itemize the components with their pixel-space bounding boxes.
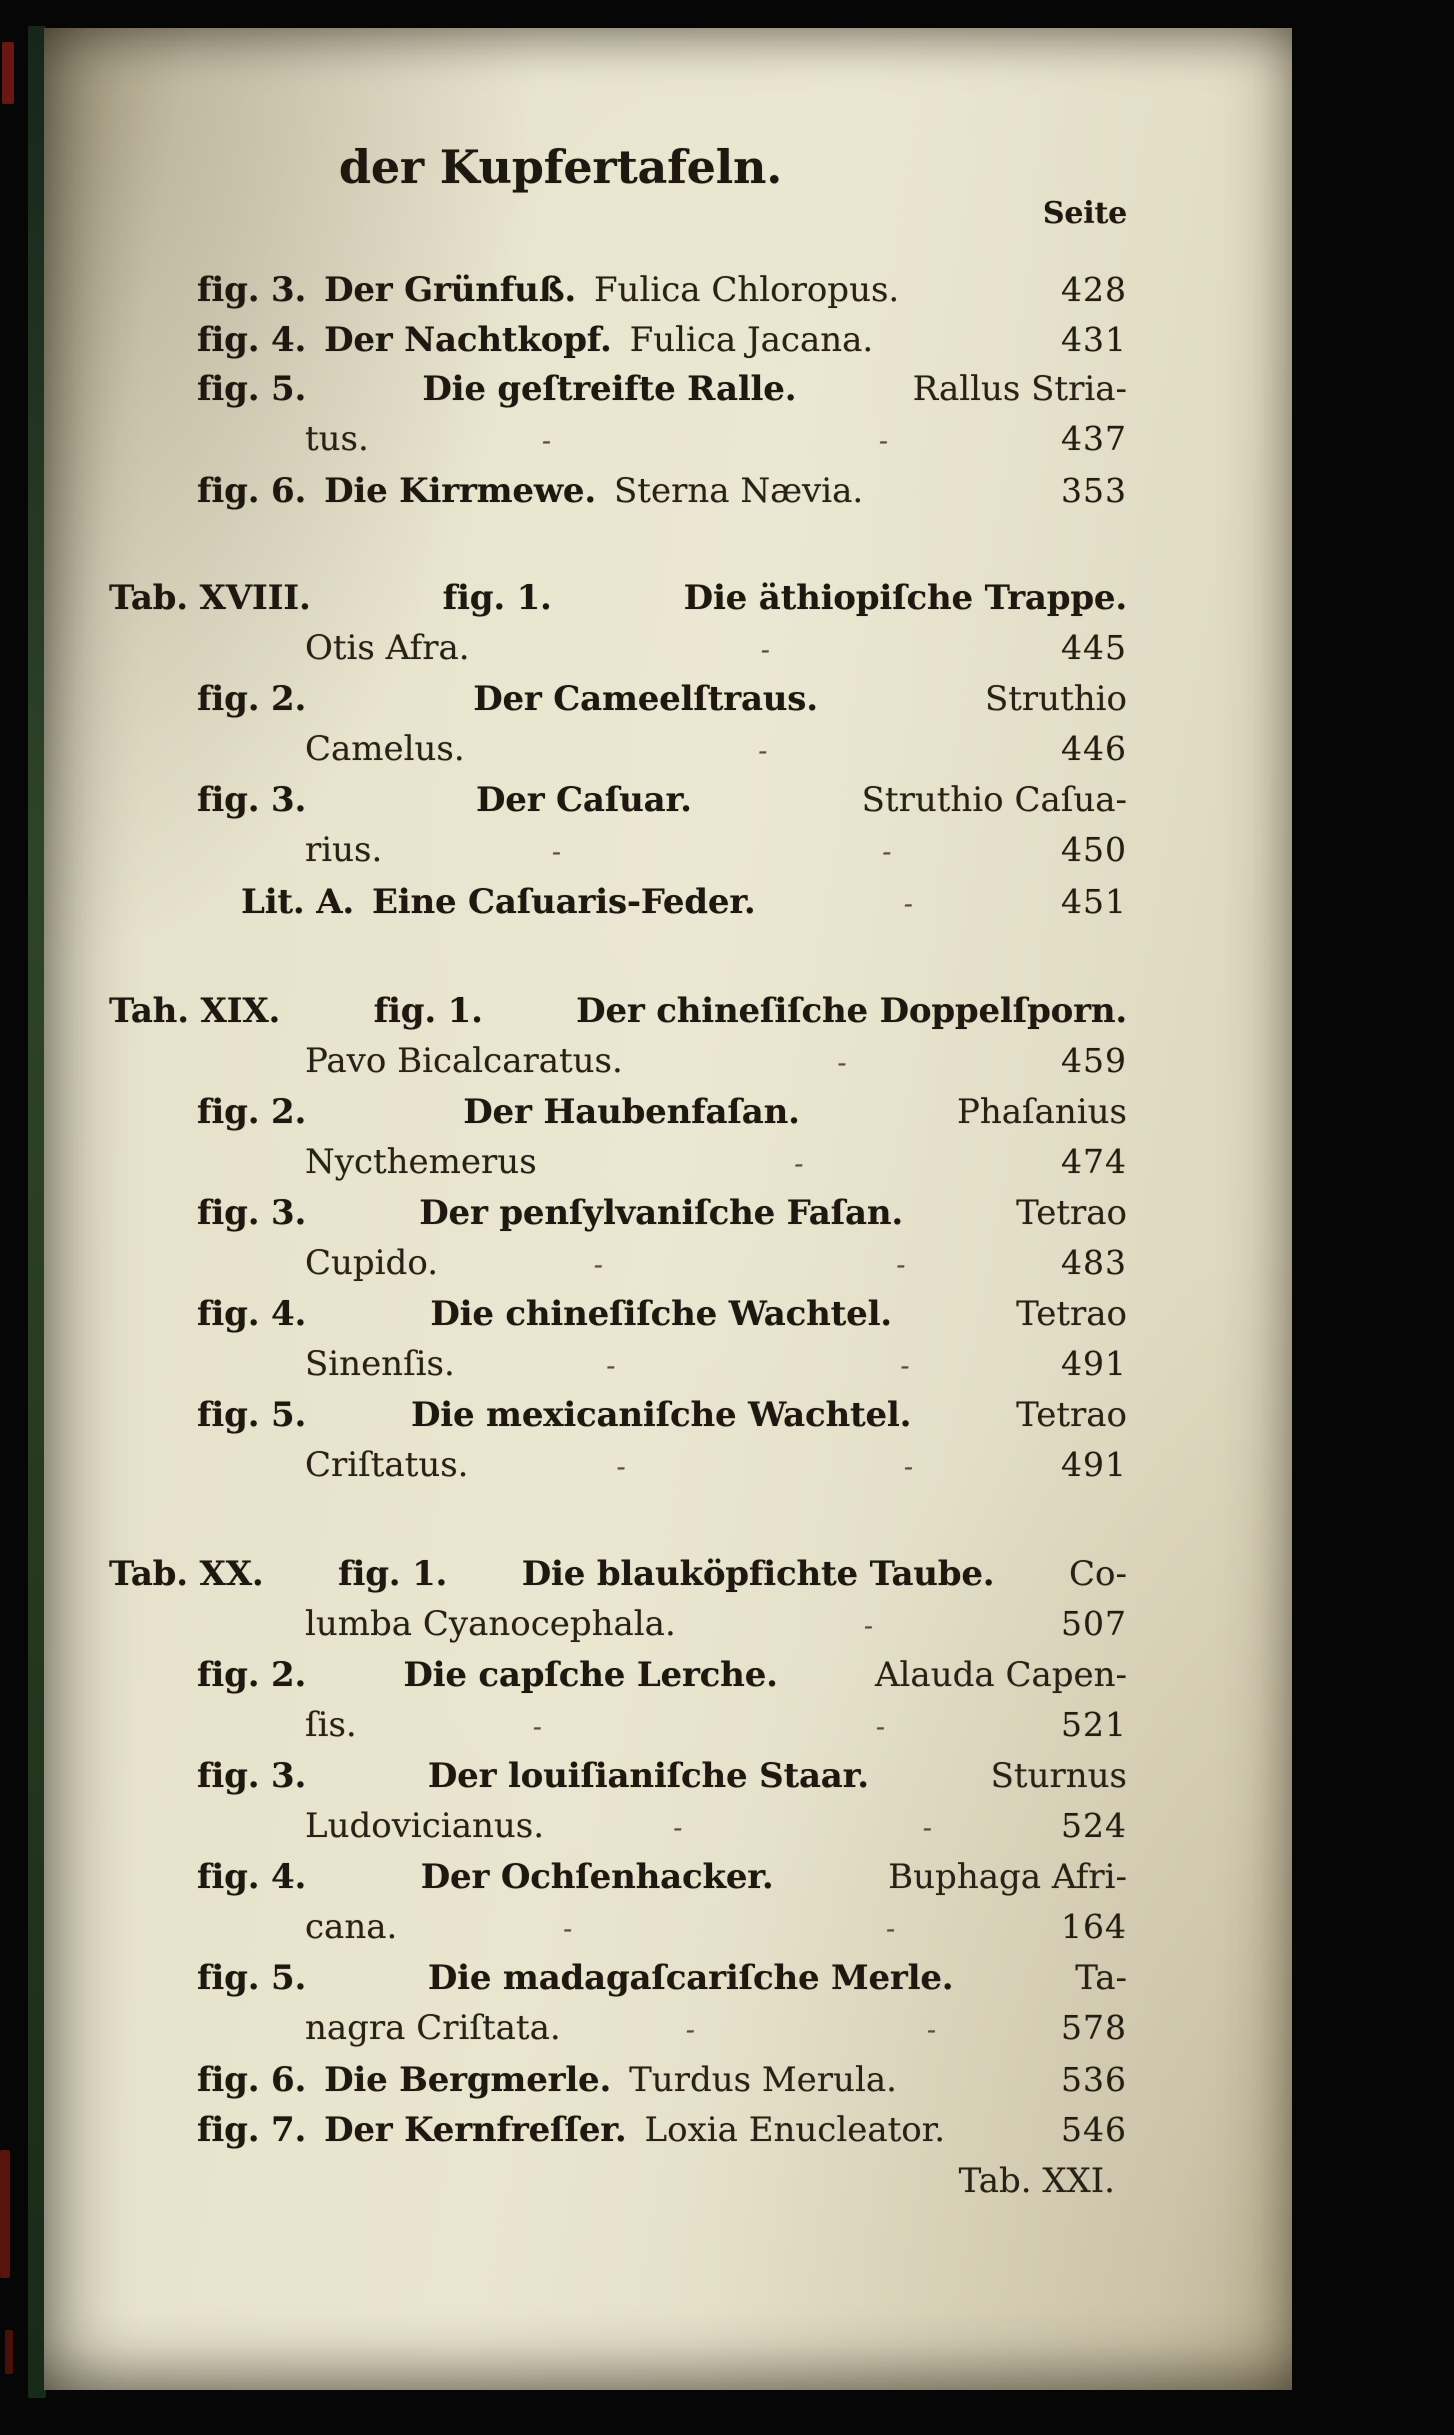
entry-line [109, 877, 1127, 929]
tab-label: Tab. XVIII. [109, 578, 311, 618]
entry-line [109, 1189, 1127, 1238]
german-name: Der Kernfreſſer. [324, 2110, 627, 2150]
german-name: Die Kirrmewe. [324, 471, 597, 511]
entry-line [109, 1752, 1127, 1801]
fig-label: Lit. A. [241, 882, 355, 922]
latin-name: Rallus Stria- [912, 369, 1127, 409]
entry-line [109, 675, 1127, 724]
fig-label: fig. 5. [197, 1958, 307, 1998]
separator-mark: - [886, 1914, 896, 1945]
german-name: Die madagaſcariſche Merle. [427, 1958, 954, 1998]
german-name: Der chineſiſche Doppelſporn. [576, 991, 1127, 1031]
entry-line [109, 1290, 1127, 1339]
scan-artifact [5, 2330, 13, 2374]
separator-mark: - [760, 635, 770, 666]
separator-mark: - [551, 837, 562, 868]
latin-name: cana. [305, 1907, 398, 1947]
entry-block [109, 987, 1127, 1492]
entry-line [109, 724, 1127, 776]
german-name: Der Grünfuß. [324, 270, 576, 310]
page-number: 459 [1061, 1041, 1127, 1080]
separator-mark: - [685, 2015, 695, 2046]
entry-line [109, 987, 1127, 1036]
entry-line [109, 1651, 1127, 1700]
fig-label: fig. 3. [197, 1193, 307, 1233]
page-number: 353 [1061, 471, 1127, 510]
page-number: 437 [1061, 419, 1128, 458]
separator-mark: - [882, 837, 892, 868]
german-name: Die Bergmerle. [324, 2060, 612, 2100]
entry-line [109, 1137, 1127, 1189]
entry-line [109, 776, 1127, 825]
german-name: Die capſche Lerche. [403, 1655, 778, 1695]
entry-line [109, 414, 1127, 466]
fig-label: fig. 4. [197, 320, 307, 360]
german-name: Der Caſuar. [475, 780, 692, 820]
latin-name: Cupido. [305, 1243, 438, 1283]
page-number: 483 [1061, 1243, 1127, 1282]
entry-line [109, 1550, 1127, 1599]
separator-mark: - [606, 1351, 616, 1382]
separator-mark: - [758, 736, 768, 767]
entry-line [109, 1954, 1127, 2003]
separator-mark: - [541, 426, 551, 457]
page-column-label: Seite [1042, 196, 1127, 231]
entry-line [109, 1391, 1127, 1440]
latin-name: rius. [305, 830, 383, 870]
page-number: 450 [1061, 830, 1127, 869]
entries [109, 265, 1127, 2155]
latin-name: Fulica Jacana. [629, 320, 874, 360]
page-number: 507 [1061, 1604, 1127, 1643]
german-name: Die chineſiſche Wachtel. [430, 1294, 892, 1334]
entry-line [109, 1088, 1127, 1137]
entry-line [109, 466, 1127, 516]
latin-name: Sterna Nævia. [614, 471, 864, 511]
page-number: 451 [1061, 882, 1127, 921]
german-name: Die äthiopiſche Trappe. [683, 578, 1127, 618]
german-name: Der Cameelſtraus. [473, 679, 818, 719]
entry-block [109, 574, 1127, 929]
fig-label: fig. 5. [197, 1395, 307, 1435]
latin-name: Alauda Capen- [875, 1655, 1127, 1695]
separator-mark: - [900, 1351, 910, 1382]
latin-name: Camelus. [305, 729, 465, 769]
german-name: Die blauköpfichte Taube. [521, 1554, 995, 1594]
scanned-book-page [44, 28, 1292, 2390]
latin-name: lumba Cyanocephala. [305, 1604, 676, 1644]
catchword: Tab. XXI. [958, 2161, 1115, 2201]
scan-artifact [2, 42, 14, 104]
entry-line [109, 365, 1127, 414]
latin-name: Tetrao [1016, 1395, 1127, 1435]
latin-name: Sinenſis. [305, 1344, 455, 1384]
entry-line [109, 1902, 1127, 1954]
tab-label: Tab. XX. [109, 1554, 264, 1594]
latin-name: Otis Afra. [305, 628, 470, 668]
german-name: Die geſtreifte Ralle. [422, 369, 797, 409]
entry-line [109, 1853, 1127, 1902]
page-number: 546 [1061, 2110, 1127, 2149]
separator-mark: - [837, 1048, 847, 1079]
fig-label: fig. 4. [197, 1294, 307, 1334]
separator-mark: - [903, 889, 913, 920]
fig-label: fig. 2. [197, 1092, 307, 1132]
page-number: 431 [1061, 320, 1127, 359]
latin-name: Nycthemerus [305, 1142, 537, 1182]
seite-row [109, 196, 1127, 231]
page-content [44, 28, 1292, 2201]
entry-line [109, 1440, 1127, 1492]
page-number: 521 [1061, 1705, 1127, 1744]
latin-name: ſis. [305, 1705, 357, 1745]
latin-name: tus. [305, 419, 369, 459]
latin-name: Ludovicianus. [305, 1806, 545, 1846]
separator-mark: - [875, 1712, 885, 1743]
fig-label: fig. 1. [442, 578, 552, 618]
page-number: 578 [1061, 2008, 1128, 2047]
entry-block [109, 265, 1127, 516]
entry-line [109, 1599, 1127, 1651]
page-title: der Kupfertafeln. [338, 140, 783, 194]
page-number: 491 [1061, 1344, 1128, 1383]
german-name: Eine Caſuaris-Feder. [372, 882, 756, 922]
scan-artifact [0, 2150, 10, 2278]
separator-mark: - [673, 1813, 683, 1844]
entry-line [109, 315, 1127, 365]
german-name: Der Ochſenhacker. [420, 1857, 774, 1897]
separator-mark: - [863, 1611, 873, 1642]
fig-label: fig. 3. [197, 270, 307, 310]
separator-mark: - [878, 426, 889, 457]
page-number: 491 [1061, 1445, 1128, 1484]
fig-label: fig. 5. [197, 369, 307, 409]
page-number: 536 [1061, 2060, 1127, 2099]
fig-label: fig. 2. [197, 679, 307, 719]
entry-line [109, 265, 1127, 315]
page-number: 474 [1061, 1142, 1127, 1181]
latin-name: Struthio Caſua- [861, 780, 1127, 820]
separator-mark: - [563, 1914, 573, 1945]
fig-label: fig. 7. [197, 2110, 307, 2150]
latin-name: Turdus Merula. [629, 2060, 897, 2100]
entry-line [109, 2105, 1127, 2155]
fig-label: fig. 6. [197, 2060, 307, 2100]
entry-line [109, 1238, 1127, 1290]
entry-line [109, 1036, 1127, 1088]
german-name: Der louiſianiſche Staar. [427, 1756, 869, 1796]
entry-line [109, 1339, 1127, 1391]
entry-line [109, 825, 1127, 877]
latin-name: Tetrao [1016, 1193, 1127, 1233]
separator-mark: - [794, 1149, 804, 1180]
fig-label: fig. 4. [197, 1857, 307, 1897]
separator-mark: - [896, 1250, 906, 1281]
fig-label: fig. 1. [373, 991, 483, 1031]
separator-mark: - [532, 1712, 542, 1743]
latin-name: Pavo Bicalcaratus. [305, 1041, 623, 1081]
entry-line [109, 574, 1127, 623]
german-name: Der Haubenfaſan. [463, 1092, 800, 1132]
page-number: 524 [1061, 1806, 1127, 1845]
entry-line [109, 2003, 1127, 2055]
page-number: 445 [1061, 628, 1127, 667]
separator-mark: - [922, 1813, 932, 1844]
entry-line [109, 1801, 1127, 1853]
catchword-row [109, 2161, 1127, 2201]
latin-name: Loxia Enucleator. [644, 2110, 946, 2150]
latin-name: Ta- [1075, 1958, 1127, 1998]
latin-name: Co- [1069, 1554, 1127, 1594]
page-number: 164 [1061, 1907, 1128, 1946]
fig-label: fig. 6. [197, 471, 307, 511]
latin-name: Buphaga Afri- [888, 1857, 1127, 1897]
fig-label: fig. 2. [197, 1655, 307, 1695]
page-number: 428 [1061, 270, 1127, 309]
fig-label: fig. 3. [197, 780, 307, 820]
latin-name: Phaſanius [956, 1092, 1127, 1132]
entry-line [109, 623, 1127, 675]
entry-line [109, 2055, 1127, 2105]
fig-label: fig. 3. [197, 1756, 307, 1796]
latin-name: Struthio [984, 679, 1127, 719]
entry-block [109, 1550, 1127, 2155]
separator-mark: - [593, 1250, 603, 1281]
latin-name: Criſtatus. [305, 1445, 469, 1485]
fig-label: fig. 1. [338, 1554, 448, 1594]
separator-mark: - [903, 1452, 913, 1483]
latin-name: Sturnus [990, 1756, 1127, 1796]
german-name: Der Nachtkopf. [324, 320, 612, 360]
separator-mark: - [926, 2015, 936, 2046]
entry-line [109, 1700, 1127, 1752]
latin-name: Tetrao [1016, 1294, 1127, 1334]
latin-name: nagra Criſtata. [305, 2008, 561, 2048]
page-number: 446 [1061, 729, 1127, 768]
german-name: Die mexicaniſche Wachtel. [410, 1395, 912, 1435]
tab-label: Tah. XIX. [109, 991, 281, 1031]
separator-mark: - [616, 1452, 626, 1483]
german-name: Der penſylvaniſche Faſan. [419, 1193, 904, 1233]
latin-name: Fulica Chloropus. [593, 270, 900, 310]
